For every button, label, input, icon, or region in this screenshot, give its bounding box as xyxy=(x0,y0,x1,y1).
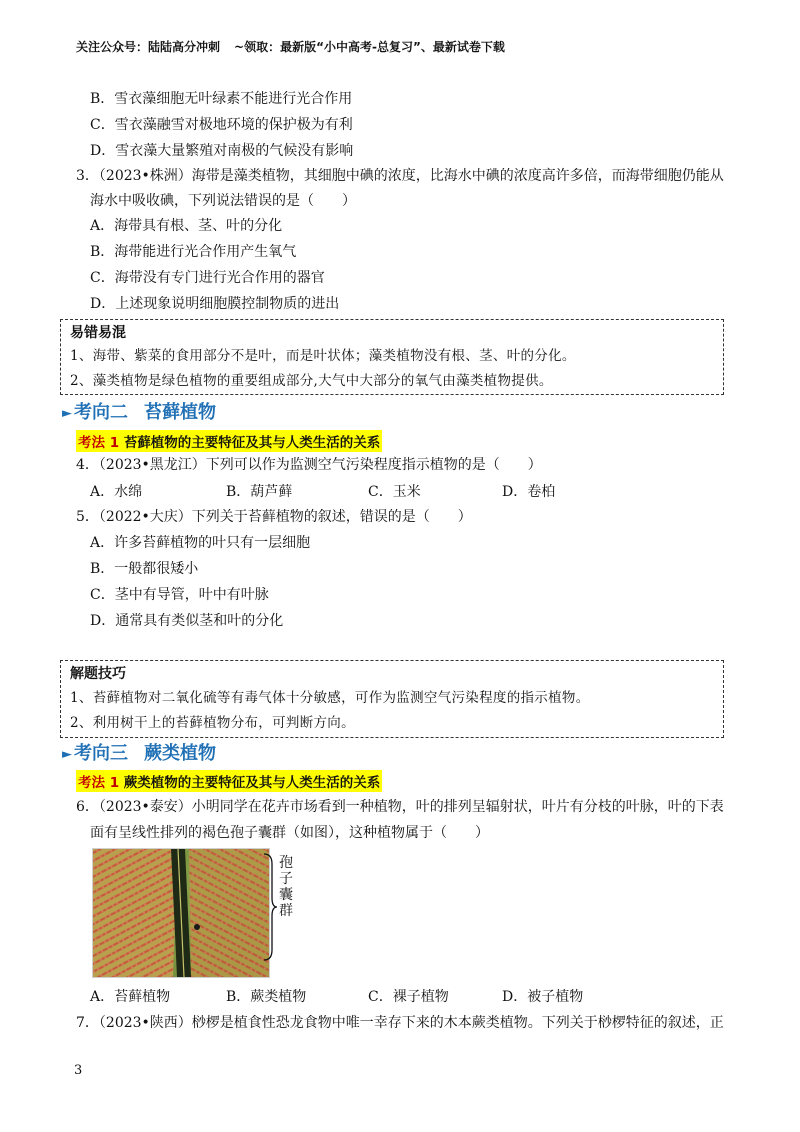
section-title: 蕨类植物 xyxy=(144,743,216,764)
method-label: 考法 1 xyxy=(78,775,120,791)
q2-option-c: C．雪衣藻融雪对极地环境的保护极为有利 xyxy=(90,117,353,133)
q6-option-d: D．被子植物 xyxy=(502,989,584,1005)
method-text: 蕨类植物的主要特征及其与人类生活的关系 xyxy=(123,775,381,791)
q4-option-a: A．水绵 xyxy=(90,484,143,500)
q4-option-b: B．葫芦藓 xyxy=(226,484,293,500)
q5-option-d: D．通常具有类似茎和叶的分化 xyxy=(90,613,284,629)
q5-option-c: C．茎中有导管，叶中有叶脉 xyxy=(90,587,269,603)
tip-box-skills-line1: 1、苔藓植物对二氧化硫等有毒气体十分敏感，可作为监测空气污染程度的指示植物。 xyxy=(70,690,590,706)
section-heading-moss xyxy=(62,398,216,424)
section-arrow-icon: ► xyxy=(62,406,72,421)
section-title: 苔藓植物 xyxy=(144,402,216,423)
q4-option-c: C．玉米 xyxy=(368,484,421,500)
q3-stem-line1: 3．（2023•株洲）海带是藻类植物，其细胞中碘的浓度，比海水中碘的浓度高许多倍，而海带细胞仍能从 xyxy=(76,168,724,184)
page-number: 3 xyxy=(74,1063,83,1078)
section-number: 考向三 xyxy=(74,743,128,764)
bracket-icon xyxy=(262,852,278,962)
q5-option-b: B．一般都很矮小 xyxy=(90,561,199,577)
page-header xyxy=(76,38,505,55)
fern-leaf-illustration xyxy=(93,849,269,977)
section-number: 考向二 xyxy=(74,402,128,423)
q6-options xyxy=(90,986,690,1006)
q4-option-d: D．卷柏 xyxy=(502,484,556,500)
header-left: 关注公众号：陆陆高分冲刺 xyxy=(76,40,221,54)
q6-option-c: C．裸子植物 xyxy=(368,989,449,1005)
tip-box-errors-line2: 2、藻类植物是绿色植物的重要组成部分,大气中大部分的氧气由藻类植物提供。 xyxy=(70,373,553,389)
section-arrow-icon: ► xyxy=(62,747,72,762)
tip-box-skills-title: 解题技巧 xyxy=(70,666,126,682)
fern-leaf-image xyxy=(92,848,270,978)
q4-stem: 4．（2023•黑龙江）下列可以作为监测空气污染程度指示植物的是（ ） xyxy=(76,457,542,473)
q6-option-b: B．蕨类植物 xyxy=(226,989,307,1005)
q3-option-d: D．上述现象说明细胞膜控制物质的进出 xyxy=(90,296,340,312)
q5-stem: 5．（2022•大庆）下列关于苔藓植物的叙述，错误的是（ ） xyxy=(76,509,472,525)
q3-option-a: A．海带具有根、茎、叶的分化 xyxy=(90,218,283,234)
tip-box-errors-line1: 1、海带、紫菜的食用部分不是叶，而是叶状体；藻类植物没有根、茎、叶的分化。 xyxy=(70,348,576,364)
tip-box-errors-title: 易错易混 xyxy=(70,325,126,341)
q4-options xyxy=(90,481,690,501)
q3-option-b: B．海带能进行光合作用产生氧气 xyxy=(90,244,297,260)
q2-option-b: B．雪衣藻细胞无叶绿素不能进行光合作用 xyxy=(90,91,353,107)
q3-option-c: C．海带没有专门进行光合作用的器官 xyxy=(90,270,325,286)
method-heading-fern xyxy=(76,770,382,792)
q6-option-a: A．苔藓植物 xyxy=(90,989,171,1005)
figure-label-sporangia: 孢 子 囊 群 xyxy=(279,855,293,919)
header-right: ~领取：最新版“小中高考-总复习”、最新试卷下载 xyxy=(234,40,505,54)
q5-option-a: A．许多苔藓植物的叶只有一层细胞 xyxy=(90,535,311,551)
tip-box-skills-line2: 2、利用树干上的苔藓植物分布，可判断方向。 xyxy=(70,715,355,731)
method-heading-moss xyxy=(76,430,382,452)
section-heading-fern xyxy=(62,739,216,765)
q2-option-d: D．雪衣藻大量繁殖对南极的气候没有影响 xyxy=(90,143,354,159)
q6-stem-line2: 面有呈线性排列的褐色孢子囊群（如图），这种植物属于（ ） xyxy=(90,825,489,841)
q6-stem-line1: 6．（2023•泰安）小明同学在花卉市场看到一种植物，叶的排列呈辐射状，叶片有分枝的叶脉，叶的下表 xyxy=(76,799,724,815)
q3-stem-line2: 海水中吸收碘，下列说法错误的是（ ） xyxy=(90,193,356,209)
method-text: 苔藓植物的主要特征及其与人类生活的关系 xyxy=(123,435,381,451)
q7-stem: 7．（2023•陕西）桫椤是植食性恐龙食物中唯一幸存下来的木本蕨类植物。下列关于桫椤特征的叙述，正 xyxy=(76,1015,724,1031)
method-label: 考法 1 xyxy=(78,435,120,451)
